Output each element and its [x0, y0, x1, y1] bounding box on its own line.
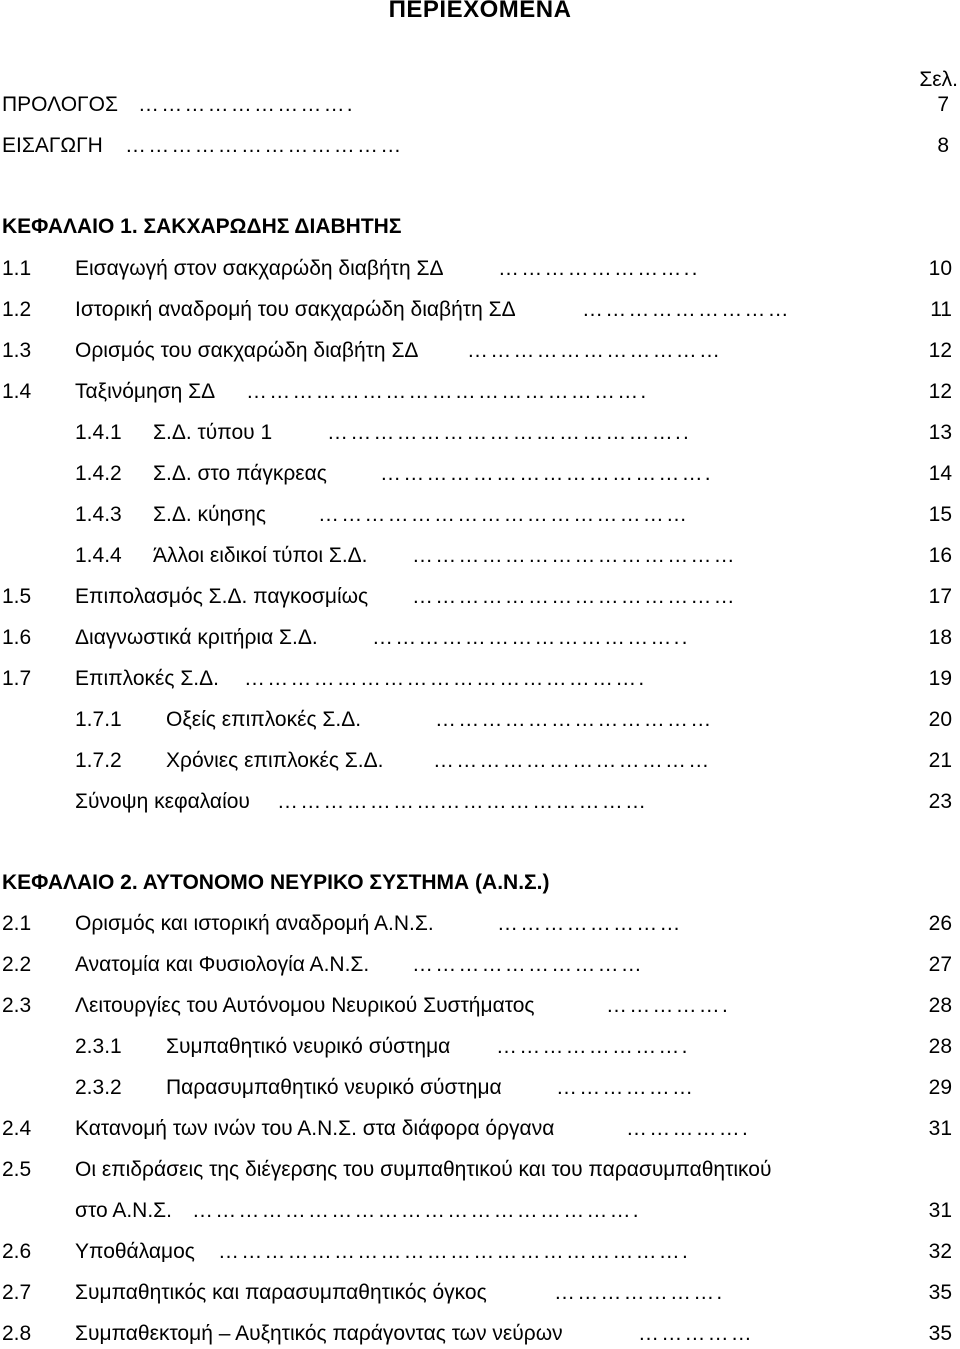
toc-leader-dots: ……………………………… [433, 749, 712, 772]
toc-leader-dots: …………………………………… [412, 585, 737, 608]
toc-entry[interactable] [0, 746, 960, 776]
toc-entry-number: 1.6 [2, 626, 32, 649]
toc-entry[interactable] [0, 623, 960, 653]
toc-entry-label: Ταξινόμηση ΣΔ [75, 380, 216, 403]
toc-page-number: 28 [928, 994, 952, 1017]
toc-entry-number: 1.4.2 [75, 462, 122, 485]
toc-entry-label: Συμπαθητικό νευρικό σύστημα [166, 1035, 451, 1058]
toc-page-number: 14 [928, 462, 952, 485]
toc-page-number: 8 [937, 134, 949, 157]
toc-entry-number: 1.4.3 [75, 503, 122, 526]
toc-page-number: 17 [928, 585, 952, 608]
toc-entry-label: στο Α.Ν.Σ. [75, 1199, 172, 1222]
toc-entry-number: 2.8 [2, 1322, 32, 1345]
toc-leader-dots: ………………………………………… [277, 790, 649, 813]
toc-entry-introduction[interactable] [0, 131, 960, 161]
toc-entry-number: 2.3.1 [75, 1035, 122, 1058]
toc-entry-label: ΠΡΟΛΟΓΟΣ [2, 93, 118, 116]
toc-leader-dots: ………………………………….. [372, 626, 690, 649]
toc-page-number: 35 [928, 1281, 952, 1304]
toc-entry-label: Συμπαθεκτομή – Αυξητικός παράγοντας των νεύρων [75, 1322, 563, 1345]
toc-entry[interactable] [0, 705, 960, 735]
toc-entry[interactable] [0, 582, 960, 612]
toc-page-number: 12 [928, 380, 952, 403]
toc-entry-label: Λειτουργίες του Αυτόνομου Νευρικού Συστήματος [75, 994, 535, 1017]
toc-entry-label: Κατανομή των ινών του Α.Ν.Σ. στα διάφορα όργανα [75, 1117, 555, 1140]
toc-entry[interactable] [0, 909, 960, 939]
toc-entry[interactable] [0, 664, 960, 694]
toc-entry-label: Ανατομία και Φυσιολογία Α.Ν.Σ. [75, 953, 370, 976]
toc-page-number: 15 [928, 503, 952, 526]
toc-entry[interactable] [0, 1073, 960, 1103]
toc-leader-dots: ……………………………… [125, 134, 404, 157]
toc-entry[interactable] [0, 418, 960, 448]
toc-page-number: 31 [928, 1199, 952, 1222]
toc-entry-label: Διαγνωστικά κριτήρια Σ.Δ. [75, 626, 318, 649]
toc-page-number: 31 [928, 1117, 952, 1140]
toc-entry-label: Άλλοι ειδικοί τύποι Σ.Δ. [153, 544, 368, 567]
chapter-heading: ΚΕΦΑΛΑΙΟ 1. ΣΑΚΧΑΡΩΔΗΣ ΔΙΑΒΗΤΗΣ [2, 215, 402, 238]
toc-leader-dots: ………………………………………… [318, 503, 690, 526]
toc-page-number: 18 [928, 626, 952, 649]
toc-page-number: 28 [928, 1035, 952, 1058]
toc-page-number: 21 [928, 749, 952, 772]
toc-entry-label: Ιστορική αναδρομή του σακχαρώδη διαβήτη ΣΔ [75, 298, 516, 321]
toc-entry[interactable] [0, 1114, 960, 1144]
page-title: ΠΕΡΙΕΧΟΜΕΝΑ [388, 0, 572, 23]
toc-entry-number: 1.5 [2, 585, 32, 608]
toc-page-number: 19 [928, 667, 952, 690]
toc-entry-number: 1.2 [2, 298, 32, 321]
toc-leader-dots: ……………. [606, 994, 731, 1017]
toc-page-number: 7 [937, 93, 949, 116]
toc-entry-number: 2.3 [2, 994, 32, 1017]
toc-entry-label: Εισαγωγή στον σακχαρώδη διαβήτη ΣΔ [75, 257, 444, 280]
toc-leader-dots: …………………….. [498, 257, 700, 280]
toc-entry-label: Σ.Δ. κύησης [153, 503, 266, 526]
toc-entry-continuation[interactable] [0, 1196, 960, 1226]
page-column-header: Σελ. [919, 68, 958, 91]
toc-entry-number: 2.6 [2, 1240, 32, 1263]
toc-page-number: 32 [928, 1240, 952, 1263]
toc-entry-number: 1.4.4 [75, 544, 122, 567]
toc-leader-dots: …………………………………………………. [192, 1199, 641, 1222]
toc-page-number: 23 [928, 790, 952, 813]
toc-entry-number: 2.5 [2, 1158, 32, 1181]
toc-entry-chapter-summary[interactable] [0, 787, 960, 817]
toc-leader-dots: ……………………… [582, 298, 791, 321]
toc-leader-dots: ……………………………………………. [246, 380, 649, 403]
toc-entry[interactable] [0, 459, 960, 489]
toc-entry[interactable] [0, 1319, 960, 1349]
toc-page-number: 11 [930, 298, 952, 321]
toc-leader-dots: ……………. [626, 1117, 751, 1140]
toc-entry-label: Σ.Δ. στο πάγκρεας [153, 462, 327, 485]
toc-page-number: 13 [928, 421, 952, 444]
toc-page-number: 10 [928, 257, 952, 280]
toc-leader-dots: ………………………. [138, 93, 355, 116]
toc-entry-number: 1.1 [2, 257, 32, 280]
chapter-heading: ΚΕΦΑΛΑΙΟ 2. ΑΥΤΟΝΟΜΟ ΝΕΥΡΙΚΟ ΣΥΣΤΗΜΑ (Α.Ν.Σ.) [2, 871, 550, 894]
toc-entry[interactable] [0, 336, 960, 366]
toc-entry[interactable] [0, 377, 960, 407]
toc-entry[interactable] [0, 541, 960, 571]
toc-leader-dots: ………………………… [412, 953, 644, 976]
toc-entry-label: Υποθάλαμος [75, 1240, 195, 1263]
toc-page-number: 35 [928, 1322, 952, 1345]
toc-leader-dots: …………………………………… [412, 544, 737, 567]
toc-entry-number: 1.4.1 [75, 421, 122, 444]
toc-page-number: 12 [928, 339, 952, 362]
toc-leader-dots: …………………………… [467, 339, 723, 362]
toc-entry-number: 2.2 [2, 953, 32, 976]
toc-entry-label: Σ.Δ. τύπου 1 [153, 421, 273, 444]
toc-entry-label: Χρόνιες επιπλοκές Σ.Δ. [166, 749, 384, 772]
toc-entry-number: 2.1 [2, 912, 32, 935]
toc-entry-number: 1.7 [2, 667, 32, 690]
toc-leader-dots: …………………. [554, 1281, 725, 1304]
toc-entry[interactable] [0, 1032, 960, 1062]
toc-entry-label: Σύνοψη κεφαλαίου [75, 790, 250, 813]
toc-entry-label: Οι επιδράσεις της διέγερσης του συμπαθητικού και του παρασυμπαθητικού [75, 1158, 772, 1181]
toc-leader-dots: ……………… [556, 1076, 696, 1099]
toc-leader-dots: ……………………………………. [380, 462, 713, 485]
toc-leader-dots: ……………………………………………………. [218, 1240, 691, 1263]
toc-entry[interactable] [0, 1155, 960, 1185]
toc-entry-label: Επιπλοκές Σ.Δ. [75, 667, 220, 690]
toc-entry-number: 1.3 [2, 339, 32, 362]
toc-leader-dots: …………………… [497, 912, 683, 935]
toc-entry-label: Παρασυμπαθητικό νευρικό σύστημα [166, 1076, 502, 1099]
toc-entry-number: 2.7 [2, 1281, 32, 1304]
toc-entry[interactable] [0, 950, 960, 980]
toc-page-number: 26 [928, 912, 952, 935]
toc-entry-number: 2.4 [2, 1117, 32, 1140]
toc-entry-label: Ορισμός και ιστορική αναδρομή Α.Ν.Σ. [75, 912, 434, 935]
toc-entry-label: Οξείς επιπλοκές Σ.Δ. [166, 708, 362, 731]
toc-entry-label: Επιπολασμός Σ.Δ. παγκοσμίως [75, 585, 369, 608]
toc-leader-dots: …………… [638, 1322, 754, 1345]
toc-leader-dots: ……………………………… [435, 708, 714, 731]
toc-entry[interactable] [0, 500, 960, 530]
toc-entry[interactable] [0, 1237, 960, 1267]
toc-page-number: 27 [928, 953, 952, 976]
toc-page-number: 20 [928, 708, 952, 731]
toc-page-number: 29 [928, 1076, 952, 1099]
toc-entry[interactable] [0, 254, 960, 284]
toc-entry-label: Ορισμός του σακχαρώδη διαβήτη ΣΔ [75, 339, 419, 362]
toc-page-number: 16 [928, 544, 952, 567]
toc-entry[interactable] [0, 295, 960, 325]
toc-entry-number: 1.7.1 [75, 708, 122, 731]
toc-entry-prologue[interactable] [0, 90, 960, 120]
toc-entry-number: 1.4 [2, 380, 32, 403]
toc-leader-dots: ……………………. [496, 1035, 690, 1058]
toc-entry-number: 2.3.2 [75, 1076, 122, 1099]
toc-leader-dots: ……………………………………….. [327, 421, 692, 444]
toc-entry-number: 1.7.2 [75, 749, 122, 772]
toc-entry-label: Συμπαθητικός και παρασυμπαθητικός όγκος [75, 1281, 487, 1304]
toc-entry[interactable] [0, 991, 960, 1021]
toc-entry-label: ΕΙΣΑΓΩΓΗ [2, 134, 103, 157]
toc-entry[interactable] [0, 1278, 960, 1308]
toc-leader-dots: ……………………………………………. [244, 667, 647, 690]
